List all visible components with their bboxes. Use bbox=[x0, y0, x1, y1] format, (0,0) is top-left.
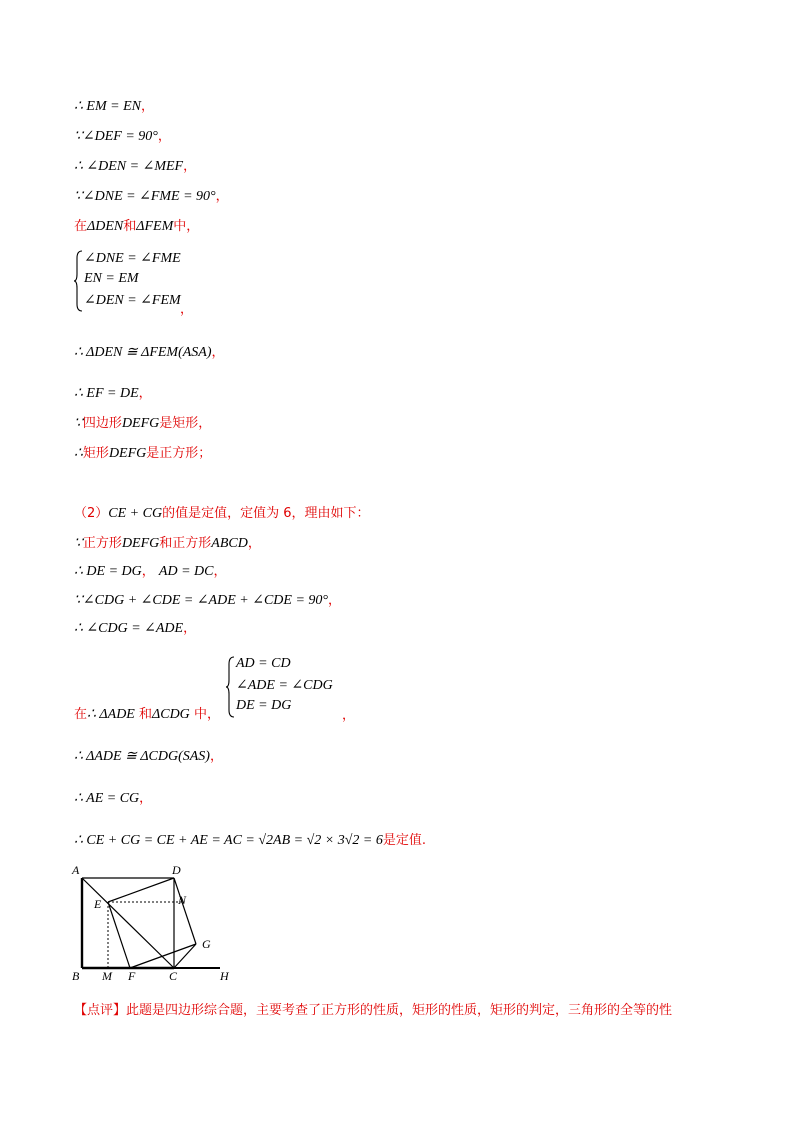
proof-line-3 bbox=[74, 158, 196, 176]
text: ， bbox=[213, 564, 227, 579]
proof-line-7 bbox=[74, 385, 152, 403]
system-row: ∠DEN = ∠FEM bbox=[84, 293, 181, 308]
proof-line-4 bbox=[74, 188, 229, 206]
proof-line-18 bbox=[74, 832, 426, 850]
text: 在 bbox=[74, 707, 88, 722]
text: 中， bbox=[193, 707, 220, 722]
math-expression: ∴ EM = EN bbox=[74, 99, 141, 114]
segment-ef bbox=[108, 902, 130, 968]
math-expression: DEFG bbox=[108, 446, 147, 461]
punctuation: ， bbox=[209, 749, 223, 764]
text: ， bbox=[247, 536, 261, 551]
proof-line-15 bbox=[74, 706, 220, 724]
math-expression: ∴ DE = DG bbox=[74, 564, 142, 579]
geometry-figure bbox=[68, 860, 248, 988]
text: 是定值. bbox=[382, 833, 426, 848]
punctuation: ， bbox=[215, 189, 229, 204]
label-h: H bbox=[220, 969, 229, 983]
text: 是正方形； bbox=[146, 446, 212, 461]
math-symbol: ∵ bbox=[74, 416, 83, 431]
math-expression: ∵∠DEF = 90° bbox=[74, 129, 158, 144]
label-g: G bbox=[202, 937, 211, 951]
proof-line-9 bbox=[74, 445, 211, 463]
math-expression: ΔCDG bbox=[152, 707, 190, 722]
math-symbol: ∵ bbox=[74, 536, 83, 551]
segment-gd bbox=[174, 878, 196, 944]
system-row: DE = DG bbox=[236, 698, 292, 713]
math-expression: ∴ EF = DE bbox=[74, 386, 139, 401]
system-row: ∠ADE = ∠CDG bbox=[236, 678, 333, 693]
system-row: EN = EM bbox=[84, 271, 139, 286]
math-expression: ∴ ∠DEN = ∠MEF bbox=[74, 159, 184, 174]
text: 矩形 bbox=[82, 446, 109, 461]
punctuation: ， bbox=[180, 302, 194, 317]
punctuation: ， bbox=[211, 345, 225, 360]
punctuation: ， bbox=[139, 791, 153, 806]
math-expression: ΔDEN bbox=[87, 219, 124, 234]
math-expression: ∵∠CDG + ∠CDE = ∠ADE + ∠CDE = 90° bbox=[74, 593, 328, 608]
text: 的值是定值，定值为 6，理由如下： bbox=[162, 506, 370, 521]
math-symbol: ∴ bbox=[74, 446, 83, 461]
proof-line-16 bbox=[74, 748, 223, 766]
proof-line-1 bbox=[74, 98, 154, 116]
punctuation: ， bbox=[328, 593, 342, 608]
math-expression: ∴ ΔADE ≅ ΔCDG(SAS) bbox=[74, 749, 210, 764]
math-expression: ∵∠DNE = ∠FME = 90° bbox=[74, 189, 216, 204]
text: 正方形 bbox=[82, 536, 122, 551]
math-expression: DEFG bbox=[121, 416, 160, 431]
comment-text: 此题是四边形综合题，主要考查了正方形的性质，矩形的性质，矩形的判定，三角形的全等的性 bbox=[126, 1003, 673, 1018]
text: （2） bbox=[74, 506, 109, 521]
brace-icon bbox=[74, 250, 84, 312]
proof-line-13 bbox=[74, 592, 341, 610]
text: ， bbox=[141, 564, 155, 579]
punctuation: ， bbox=[183, 159, 197, 174]
text: 和 bbox=[139, 707, 153, 722]
math-expression: ∴ ∠CDG = ∠ADE bbox=[74, 621, 184, 636]
proof-line-5 bbox=[74, 218, 199, 236]
math-expression: ABCD bbox=[211, 536, 248, 551]
math-expression: ∴ ΔDEN ≅ ΔFEM(ASA) bbox=[74, 345, 212, 360]
punctuation: ， bbox=[138, 386, 152, 401]
comment-line bbox=[74, 1002, 672, 1020]
label-f: F bbox=[128, 969, 136, 983]
label-e: E bbox=[94, 897, 102, 911]
proof-line-12 bbox=[74, 563, 226, 581]
label-a: A bbox=[72, 863, 80, 877]
math-expression: CE + CG bbox=[108, 506, 163, 521]
math-expression: DEFG bbox=[121, 536, 160, 551]
label-n: N bbox=[178, 893, 187, 907]
text: 和正方形 bbox=[159, 536, 212, 551]
proof-line-11 bbox=[74, 535, 261, 553]
punctuation: ， bbox=[140, 99, 154, 114]
proof-line-14 bbox=[74, 620, 196, 638]
label-c: C bbox=[169, 969, 178, 983]
label-b: B bbox=[72, 969, 80, 983]
math-expression: ∴ AE = CG bbox=[74, 791, 140, 806]
comment-tag: 【点评】 bbox=[74, 1003, 127, 1018]
math-expression: ΔFEM bbox=[136, 219, 174, 234]
punctuation: ， bbox=[157, 129, 171, 144]
math-expression: AD = DC bbox=[158, 564, 214, 579]
punctuation: ， bbox=[183, 621, 197, 636]
part2-heading bbox=[74, 505, 369, 523]
proof-line-8 bbox=[74, 415, 211, 433]
proof-line-6 bbox=[74, 344, 225, 362]
text: 和 bbox=[123, 219, 137, 234]
text: 在 bbox=[74, 219, 88, 234]
proof-line-17 bbox=[74, 790, 152, 808]
text: 中， bbox=[173, 219, 200, 234]
label-m: M bbox=[102, 969, 112, 983]
math-expression: ∴ ΔADE bbox=[87, 707, 135, 722]
proof-line-2 bbox=[74, 128, 171, 146]
punctuation: ， bbox=[342, 708, 356, 723]
equation-system-1 bbox=[74, 250, 274, 317]
diagonal-ac bbox=[82, 878, 174, 968]
system-row: ∠DNE = ∠FME bbox=[84, 251, 181, 266]
math-expression: ∴ CE + CG = CE + AE = AC = √2AB = √2 × 3√2 = 6 bbox=[74, 833, 383, 848]
brace-icon bbox=[226, 656, 236, 718]
text: 是矩形， bbox=[159, 416, 212, 431]
text: 四边形 bbox=[82, 416, 122, 431]
segment-de bbox=[108, 878, 174, 902]
system-row: AD = CD bbox=[236, 656, 291, 671]
label-d: D bbox=[172, 863, 181, 877]
segment-fg bbox=[130, 944, 196, 968]
